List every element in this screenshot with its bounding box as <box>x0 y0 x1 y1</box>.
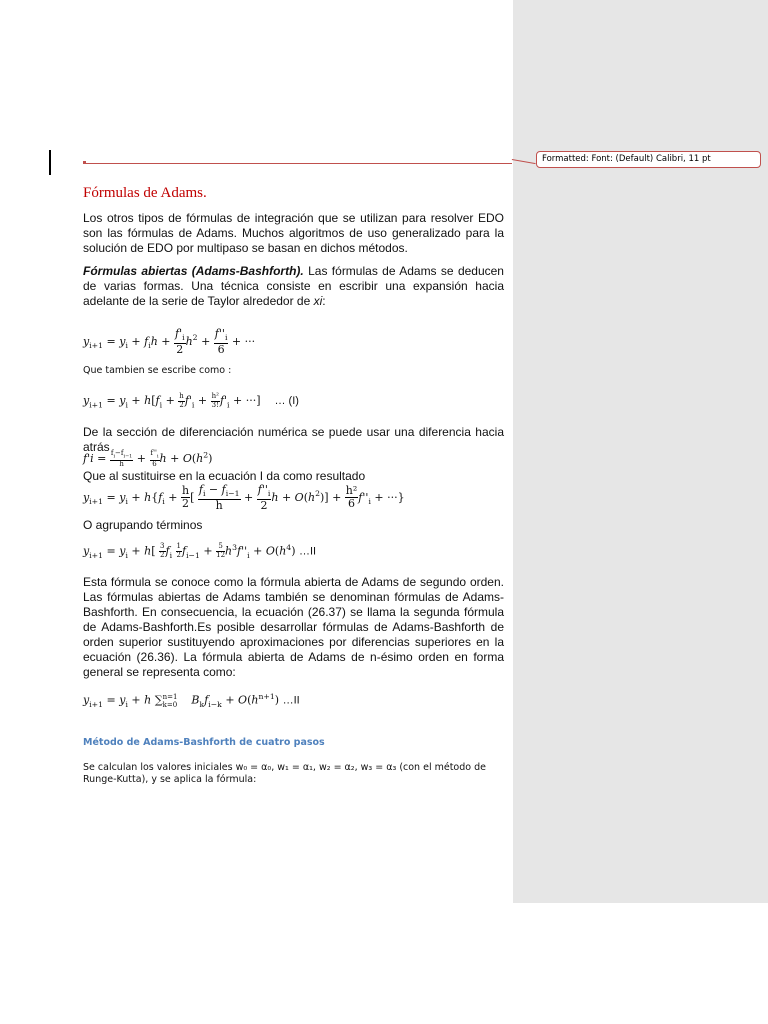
equation-general: $y_{i+1} = y_i + h$ ∑ n=1 k=0 $B_kf_{i-k} + O(h^{n+1})$ …II <box>83 692 300 709</box>
equation-ii-label: …II <box>298 545 317 558</box>
backward-difference-text: De la sección de diferenciación numérica se puede usar una diferencia hacia atrás <box>83 425 504 454</box>
open-formulas-paragraph <box>83 264 504 309</box>
equation-general-label: …II <box>282 694 300 707</box>
tracked-change-line <box>84 163 512 164</box>
open-formulas-heading: Fórmulas abiertas (Adams-Bashforth). <box>83 264 304 278</box>
intro-paragraph: Los otros tipos de fórmulas de integración que se utilizan para resolver EDO son las fórmulas de Adams. Muchos algoritmos de uso generalizado para la solución de EDO por multipaso se basan en dichos métodos. <box>83 211 504 255</box>
expansion-variable: xi <box>313 294 323 308</box>
equation-backward-difference: f'i = $\frac{f_i-f_{i-1}}{h}$ + $\frac{f''_i}{6}$ $h + O(h^2)$ <box>83 449 213 468</box>
equation-taylor: $y_{i+1} = y_i + f_ih$ + $\frac{f'_i}{2}$ $h^2$ + $\frac{f''_i}{6}$ + ··· <box>83 327 256 356</box>
also-written-text: Que tambien se escribe como : <box>83 365 232 376</box>
equation-i-label: … (I) <box>274 395 299 408</box>
section-title: Fórmulas de Adams. <box>83 185 207 201</box>
grouping-text: O agrupando términos <box>83 518 203 532</box>
second-order-paragraph: Esta fórmula se conoce como la fórmula abierta de Adams de segundo orden. Las fórmulas abiertas de Adams también se denominan fórmulas de Adams-Bashforth. En consecuencia, la ecuación (26.37) se llama la segunda fórmula de Adams-Bashforth.Es posible desarrollar fórmulas de Adams-Bashforth de orden superior sustituyendo aproximaciones por diferencias superiores en la ecuación (26.36). La fórmula abierta de Adams de n-ésimo orden en forma general se representa como: <box>83 575 504 679</box>
equation-i: $y_{i+1} = y_i + h[f_i$ + $\frac{h}{2}$ $f'_i$ + $\frac{\text{h²}}{3!}$ $f'_i$ + ···] … (I) <box>83 392 299 410</box>
method-heading: Método de Adams-Bashforth de cuatro pasos <box>83 737 325 748</box>
substitute-text: Que al sustituirse en la ecuación I da como resultado <box>83 469 366 483</box>
open-formulas-colon: : <box>322 294 326 308</box>
formatting-comment-balloon[interactable]: Formatted: Font: (Default) Calibri, 11 pt <box>536 151 761 168</box>
method-paragraph: Se calculan los valores iniciales w₀ = α₀, w₁ = α₁, w₂ = α₂, w₃ = α₃ (con el método de Runge-Kutta), y se aplica la fórmula: <box>83 762 486 785</box>
tracked-change-anchor <box>83 161 86 164</box>
comment-margin-pane <box>513 0 768 903</box>
equation-ii: $y_{i+1} = y_i + h$[ $\frac{3}{2}$ $f_i$ $\frac{1}{2}$ $f_{i-1}$ + $\frac{5}{12}$ $h^3f''_i + O(h^4)$ …II <box>83 542 317 560</box>
equation-substituted: $y_{i+1} = y_i + h\{f_i$ + $\frac{h}{2}$ [ $\frac{f_i - f_{i-1}}{h}$ + $\frac{f''_i}{2}$ $h + O(h^2)$] + $\frac{\text{h²}}{6}$ $f''_i$ + ···} <box>83 483 405 512</box>
text-cursor <box>49 150 51 175</box>
open-formulas-text: Las fórmulas de Adams se deducen de varias formas. Una técnica consiste en escribir una expansión hacia adelante de la serie de Taylor alrededor de <box>83 264 504 308</box>
